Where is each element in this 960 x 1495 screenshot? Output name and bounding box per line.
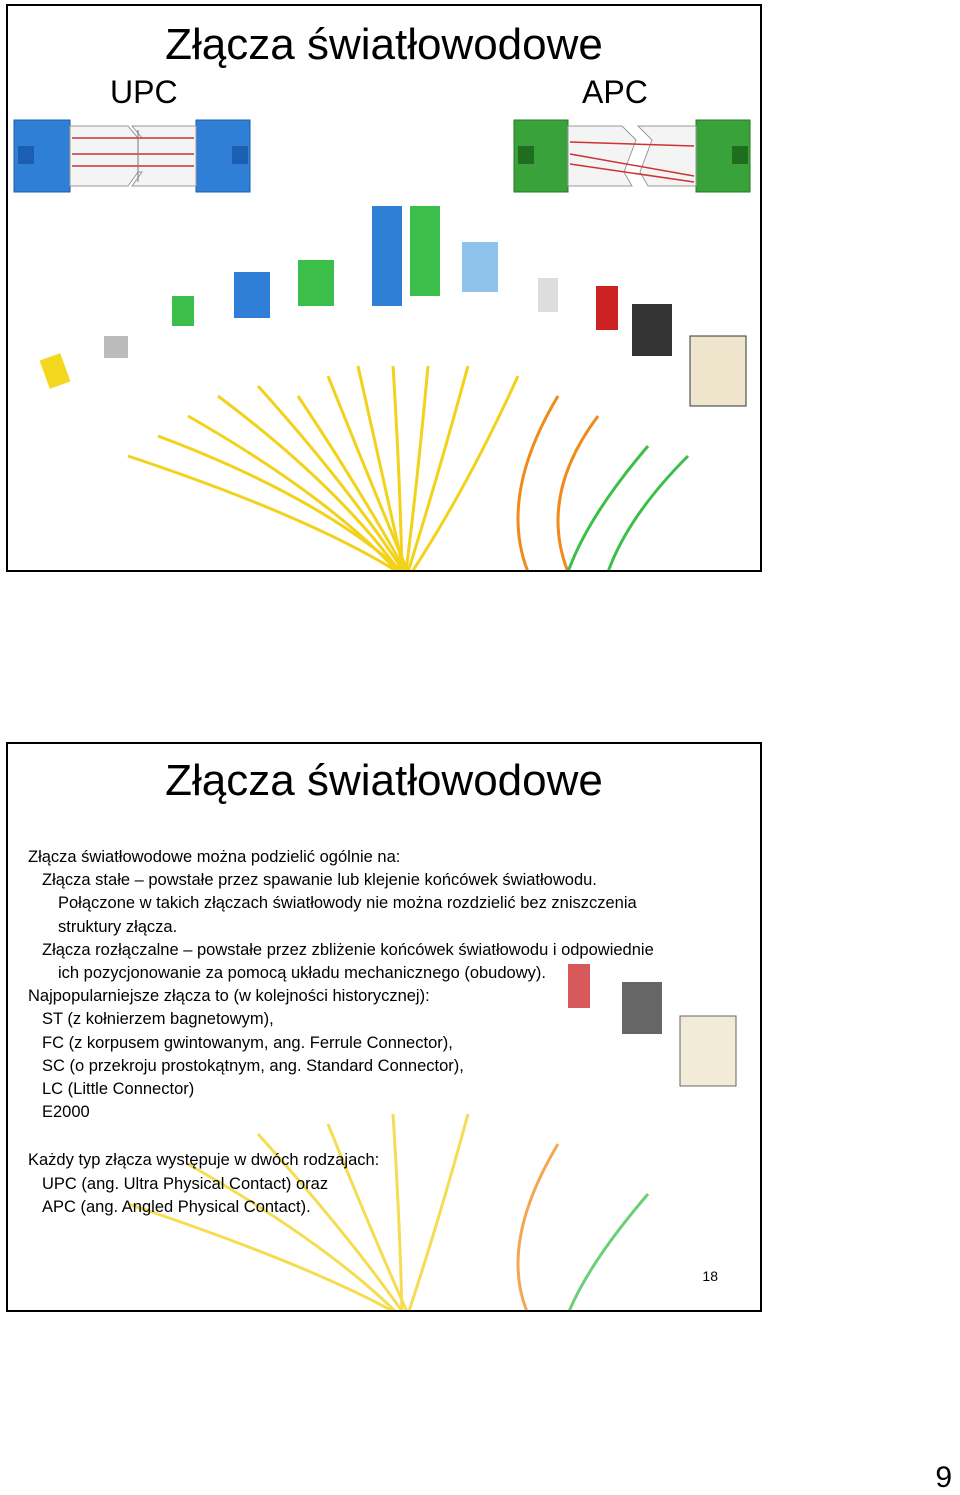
- upc-connector-diagram: [12, 116, 252, 196]
- fixed-connectors-line-2: Połączone w takich złączach światłowody nie można rozdzielić bez zniszczenia: [58, 894, 637, 913]
- slide-title: Złącza światłowodowe: [165, 756, 603, 805]
- connectors-photo: [8, 196, 762, 572]
- upc-label: UPC: [110, 74, 178, 110]
- list-item: E2000: [42, 1103, 90, 1122]
- list-item: UPC (ang. Ultra Physical Contact) oraz: [42, 1174, 329, 1193]
- slide-connectors-photo: [6, 4, 762, 572]
- list-item: FC (z korpusem gwintowanym, ang. Ferrule Connector),: [42, 1033, 453, 1052]
- apc-connector-diagram: [512, 116, 752, 196]
- slide-body-text: [28, 846, 748, 1219]
- detachable-connectors-line-2: ich pozycjonowanie za pomocą układu mechanicznego (obudowy).: [58, 964, 546, 983]
- popular-connectors-line: Najpopularniejsze złącza to (w kolejności historycznej):: [28, 987, 430, 1006]
- fixed-connectors-line-3: struktury złącza.: [58, 917, 178, 936]
- page-number: 9: [935, 1461, 952, 1494]
- apc-label: APC: [582, 74, 648, 110]
- slide-connectors-text: [6, 742, 762, 1312]
- types-line: Każdy typ złącza występuje w dwóch rodzajach:: [28, 1151, 380, 1170]
- list-item: APC (ang. Angled Physical Contact).: [42, 1197, 311, 1216]
- list-item: LC (Little Connector): [42, 1080, 195, 1099]
- slide-number: 18: [702, 1268, 718, 1284]
- fixed-connectors-line: Złącza stałe – powstałe przez spawanie lub klejenie końcówek światłowodu.: [42, 871, 597, 890]
- list-item: ST (z kołnierzem bagnetowym),: [42, 1010, 274, 1029]
- intro-line: Złącza światłowodowe można podzielić ogólnie na:: [28, 848, 401, 866]
- slide-title: Złącza światłowodowe: [165, 20, 603, 69]
- list-item: SC (o przekroju prostokątnym, ang. Standard Connector),: [42, 1056, 464, 1075]
- detachable-connectors-line: Złącza rozłączalne – powstałe przez zbliżenie końcówek światłowodu i odpowiednie: [42, 940, 654, 959]
